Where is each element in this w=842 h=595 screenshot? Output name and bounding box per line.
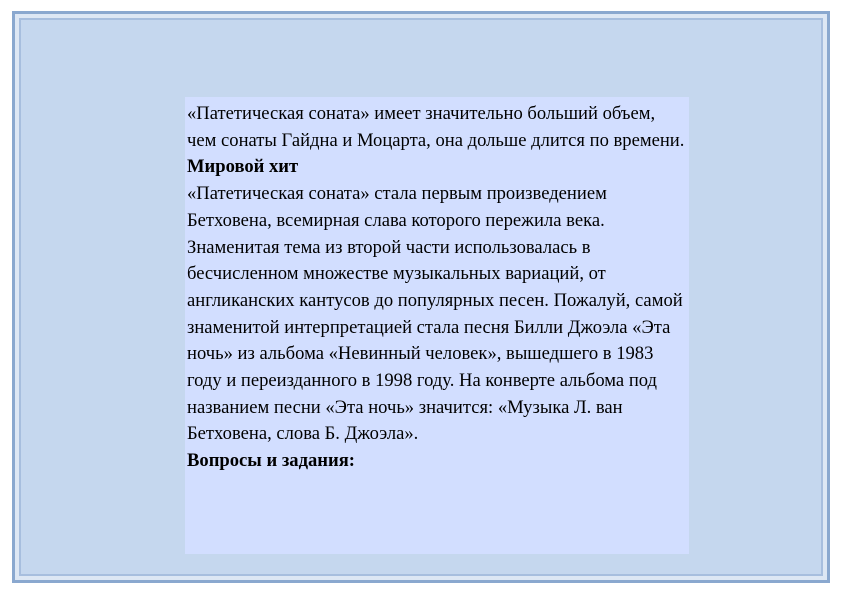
slide-frame (12, 11, 830, 583)
text-box (185, 97, 689, 554)
main-paragraph: «Патетическая соната» стала первым произведением Бетховена, всемирная слава которого пережила века. Знаменитая тема из второй части использовалась в бесчисленном множестве музыкальных вариаций, от англиканских кантусов до популярных песен. Пожалуй, самой знаменитой интерпретацией стала песня Билли Джоэла «Эта ночь» из альбома «Невинный человек», вышедшего в 1983 году и переизданного в 1998 году. На конверте альбома под названием песни «Эта ночь» значится: «Музыка Л. ван Бетховена, слова Б. Джоэла». (187, 183, 683, 445)
questions-heading: Вопросы и задания: (187, 450, 355, 472)
intro-paragraph: «Патетическая соната» имеет значительно больший объем, чем сонаты Гайдна и Моцарта, она дольше длится по времени. (187, 103, 685, 151)
section-heading: Мировой хит (187, 156, 299, 178)
